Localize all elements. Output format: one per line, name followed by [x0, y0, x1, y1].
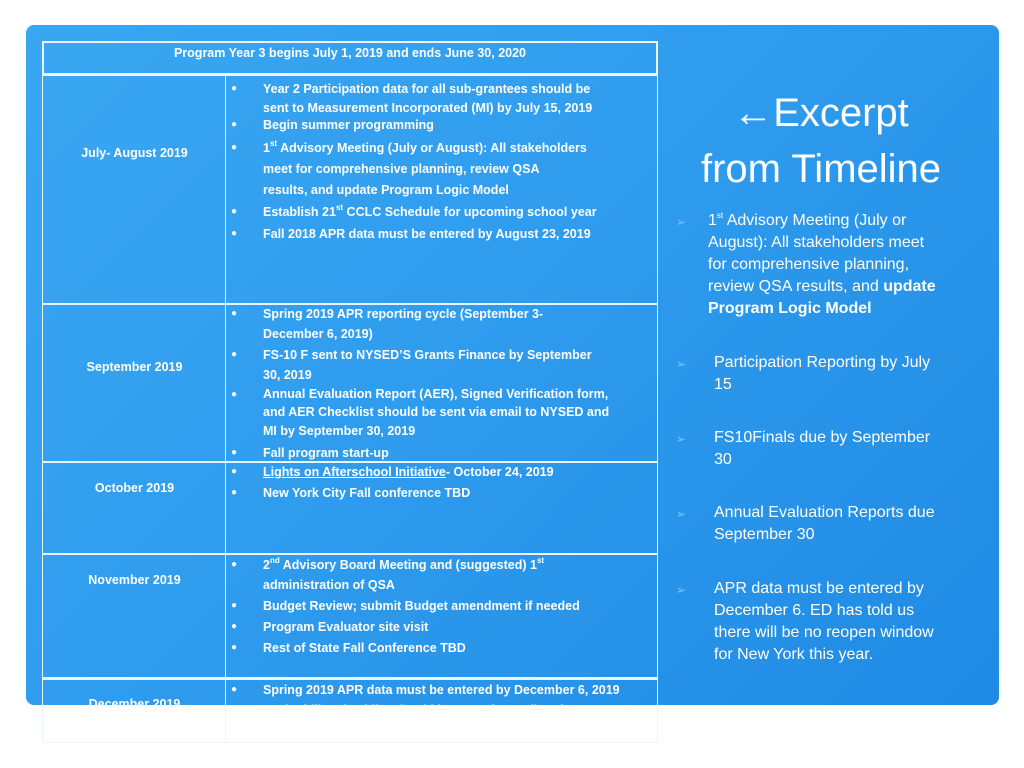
bullet-icon: ● [230, 642, 238, 653]
bullet-icon: ● [230, 119, 238, 130]
table-header: Program Year 3 begins July 1, 2019 and ends June 30, 2020 [42, 41, 658, 75]
list-item: ● Year 2 Participation data for all sub-grantees should be sent to Measurement Incorporated (MI) by July 15, 2019 [226, 79, 657, 119]
row-date: December 2019 [88, 697, 181, 711]
bullet-icon: ● [230, 206, 238, 217]
bullet-icon: ● [230, 621, 238, 632]
arrow-bullet-icon: ➢ [676, 215, 687, 229]
bullet-icon: ● [230, 704, 238, 715]
table-row: September 2019 ● Spring 2019 APR reporting cycle (September 3- December 6, 2019) ● FS-10 F sent to NYSED’S Grants Finance by September 30, 2019 ● Annual Evaluation Report (AER), Signed Verification form, and AER Checklist should be sent via email to NYSED and MI by September 30, 2019 ● Fall program start-up [42, 304, 658, 462]
bullet-icon: ● [230, 684, 238, 695]
bullet-icon: ● [230, 487, 238, 498]
bullet-icon: ● [230, 600, 238, 611]
row-date: November 2019 [88, 573, 181, 587]
bullet-icon: ● [230, 389, 238, 400]
bullet-icon: ● [230, 447, 238, 458]
bullet-icon: ● [230, 559, 238, 570]
bullet-icon: ● [230, 142, 238, 153]
row-date: October 2019 [94, 481, 175, 495]
table-row: July- August 2019 ● Year 2 Participation data for all sub-grantees should be sent to Measurement Incorporated (MI) by July 15, 2019 ● Begin summer programming ● 1st Advisory Meeting (July or August): All stakeholders meet for comprehensive planning, review QSA results, and update Program Logic Model ● Establish 21st CCLC Schedule for upcoming school year ● Fall 2018 APR data must be entered by August 23, 2019 [42, 75, 658, 304]
arrow-bullet-icon: ➢ [676, 507, 687, 521]
bullet-icon: ● [230, 466, 238, 477]
bullet-icon: ● [230, 228, 238, 239]
bullet-icon: ● [230, 308, 238, 319]
arrow-bullet-icon: ➢ [676, 583, 687, 597]
slide-title: ←Excerpt from Timeline [700, 91, 942, 191]
table-row: December 2019 ● Spring 2019 APR data must be entered by December 6, 2019 ● Evaluability checklist should be sent via email to the appropriate Resource Center by December 31, 2019 [42, 678, 658, 743]
row-date: September 2019 [86, 360, 183, 374]
table-row: October 2019 ● Lights on Afterschool Initiative- October 24, 2019 ● New York City Fall conference TBD [42, 462, 658, 554]
bullet-icon: ● [230, 83, 238, 94]
table-row: November 2019 ● 2nd Advisory Board Meeting and (suggested) 1st administration of QSA ● Budget Review; submit Budget amendment if needed ● Program Evaluator site visit ● Rest of State Fall Conference TBD [42, 554, 658, 678]
lights-on-afterschool-link[interactable]: Lights on Afterschool Initiative [263, 465, 446, 479]
row-date: July- August 2019 [81, 146, 188, 160]
timeline-table [42, 41, 658, 737]
arrow-bullet-icon: ➢ [676, 432, 687, 446]
arrow-bullet-icon: ➢ [676, 357, 687, 371]
bullet-icon: ● [230, 349, 238, 360]
